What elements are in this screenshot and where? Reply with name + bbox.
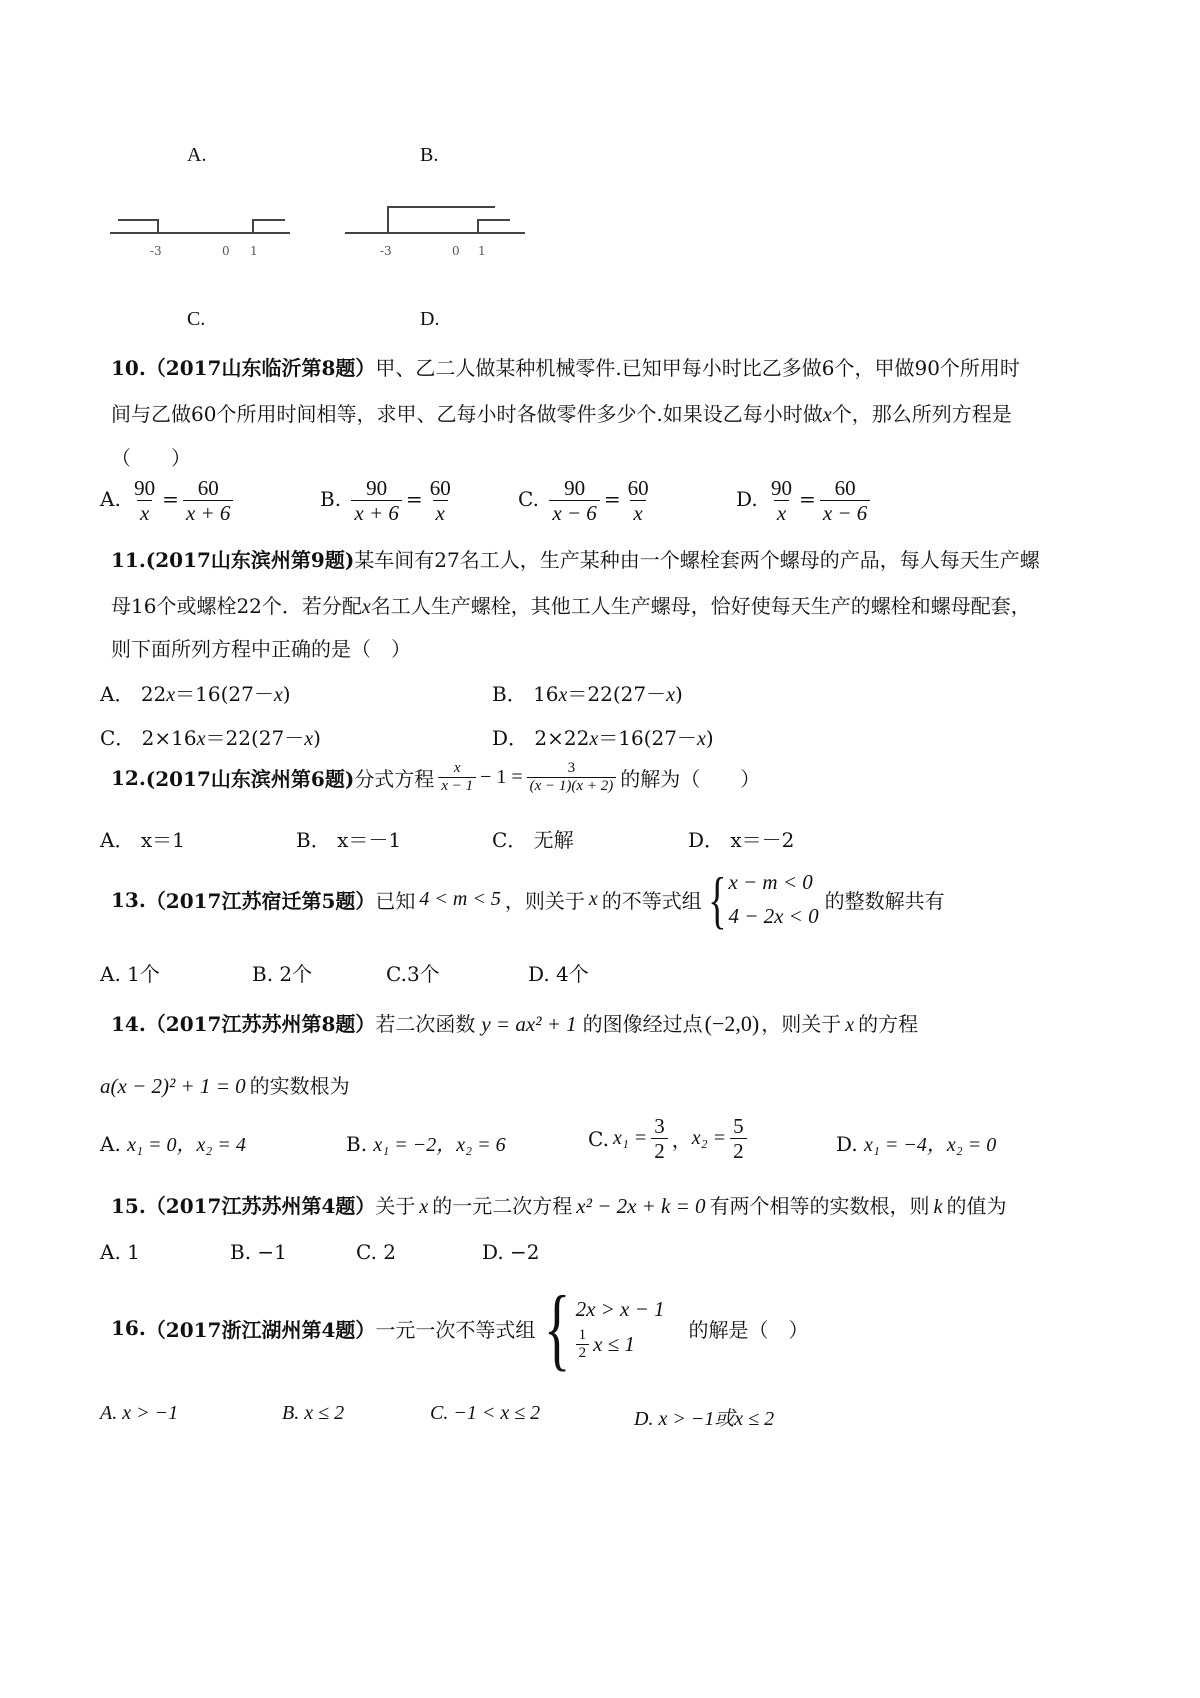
option-c-label: C. bbox=[187, 308, 206, 330]
denominator: 2 bbox=[651, 1138, 668, 1163]
option-text: x＝1 bbox=[140, 828, 185, 852]
q10-option-d[interactable]: D. $\frac{90}{x}$ = $\frac{60}{x - 6}$ bbox=[736, 476, 874, 525]
q10-text: 个，那么所列方程是 bbox=[831, 402, 1012, 426]
denominator: x − 6 bbox=[820, 500, 871, 525]
q11-line1 bbox=[111, 544, 1040, 573]
option-text: 无解 bbox=[533, 828, 574, 852]
option-text: 22 bbox=[140, 682, 167, 706]
q12-option-b[interactable] bbox=[296, 824, 401, 853]
option-a-label: A. bbox=[187, 144, 207, 166]
q15-option-d[interactable]: D. −2 bbox=[482, 1240, 540, 1264]
denominator: x − 1 bbox=[438, 777, 476, 795]
q11-line3: 则下面所列方程中正确的是（ ） bbox=[111, 637, 411, 661]
option-label: D． bbox=[688, 828, 725, 852]
tick-label: -3 bbox=[380, 244, 392, 258]
option-text: ) bbox=[675, 682, 683, 706]
q12-text: 分式方程 bbox=[354, 767, 435, 792]
q11-number: 11. bbox=[111, 548, 146, 572]
q11-option-c[interactable] bbox=[100, 722, 321, 751]
numerator: 3 bbox=[654, 1114, 665, 1138]
option-text: ＝22(27－ bbox=[567, 682, 667, 706]
q13-option-c[interactable]: C.3个 bbox=[386, 962, 440, 986]
q16-number: 16. bbox=[111, 1316, 146, 1340]
q15-number: 15. bbox=[111, 1194, 146, 1218]
q15-option-c[interactable]: C. 2 bbox=[356, 1240, 397, 1264]
q16-text: 的解是（ ） bbox=[688, 1317, 809, 1342]
q15-text: 有两个相等的实数根，则 bbox=[709, 1194, 930, 1218]
q10-text: 甲、乙二人做某种机械零件.已知甲每小时比乙多做6个，甲做90个所用时 bbox=[375, 356, 1020, 380]
q10-source: （2017山东临沂第8题） bbox=[145, 356, 376, 380]
q12-option-d[interactable] bbox=[688, 824, 794, 853]
numerator: 60 bbox=[627, 476, 649, 500]
option-text: ＝16(27－ bbox=[598, 726, 697, 750]
q13-option-d[interactable]: D. 4个 bbox=[528, 962, 589, 986]
q16-option-c[interactable]: C. −1 < x ≤ 2 bbox=[430, 1402, 541, 1424]
numerator: 3 bbox=[567, 760, 576, 776]
q13-text: 的整数解共有 bbox=[824, 889, 945, 914]
q14-point: (−2,0) bbox=[704, 1011, 760, 1036]
q16-text: 一元一次不等式组 bbox=[375, 1317, 536, 1342]
q14-var: x bbox=[845, 1014, 855, 1036]
system-row bbox=[576, 1327, 665, 1363]
option-var: x bbox=[304, 728, 314, 750]
option-label: A． bbox=[100, 682, 135, 706]
q10-text: 间与乙做60个所用时间相等，求甲、乙每小时各做零件多少个.如果设乙每小时做 bbox=[111, 402, 823, 426]
option-label: D. bbox=[736, 487, 758, 512]
q10-line2 bbox=[111, 398, 1012, 427]
q12-equals: − 1 = bbox=[480, 766, 523, 789]
system-row: x − m < 0 bbox=[728, 870, 813, 894]
option-label: B. bbox=[346, 1132, 368, 1156]
q11-option-d[interactable] bbox=[492, 722, 714, 751]
numerator: 90 bbox=[366, 476, 388, 500]
option-d-label: D. bbox=[420, 308, 440, 330]
option-var: x bbox=[196, 728, 206, 750]
option-text: 2×22 bbox=[534, 726, 590, 750]
q16-option-a[interactable]: A. x > −1 bbox=[100, 1402, 179, 1424]
option-text: x₁ = 0，x₂ = 4 bbox=[127, 1134, 246, 1156]
q13-var: x bbox=[588, 888, 598, 911]
tick-label: 0 bbox=[452, 244, 460, 258]
q15-k: k bbox=[933, 1196, 943, 1218]
denominator: x + 6 bbox=[351, 500, 402, 525]
option-label: C. bbox=[588, 1126, 609, 1151]
denominator: 2 bbox=[730, 1138, 747, 1163]
q11-text: 母16个或螺栓22个．若分配 bbox=[111, 594, 362, 618]
tick-label: -3 bbox=[150, 244, 162, 258]
option-label: B. bbox=[320, 487, 342, 512]
q15-option-b[interactable]: B. −1 bbox=[230, 1240, 287, 1264]
option-text: x＝－1 bbox=[337, 828, 402, 852]
q15-var: x bbox=[419, 1196, 429, 1218]
option-label: C． bbox=[100, 726, 136, 750]
numerator: x bbox=[453, 760, 461, 776]
q14-equation: a(x − 2)² + 1 = 0 bbox=[100, 1074, 246, 1098]
q16-option-b[interactable]: B. x ≤ 2 bbox=[282, 1402, 345, 1424]
q11-option-b[interactable] bbox=[492, 678, 683, 707]
q10-paren: （ ） bbox=[111, 446, 191, 470]
system-row: 4 − 2x < 0 bbox=[728, 903, 819, 928]
q13-line bbox=[111, 863, 945, 935]
denominator: x − 6 bbox=[549, 500, 600, 525]
q14-option-c[interactable]: C. x₁ = $\frac{3}{2}$ ， x₂ = $\frac{5}{2}$ bbox=[588, 1114, 751, 1163]
q14-line1 bbox=[111, 1008, 918, 1037]
option-label: C． bbox=[492, 828, 528, 852]
option-var: x bbox=[273, 684, 283, 706]
q11-option-a[interactable] bbox=[100, 678, 291, 707]
q14-text: 的方程 bbox=[858, 1012, 919, 1036]
q10-option-c[interactable]: C. $\frac{90}{x - 6}$ = $\frac{60}{x}$ bbox=[518, 476, 656, 525]
q14-option-d[interactable] bbox=[836, 1128, 996, 1157]
numerator: 60 bbox=[834, 476, 856, 500]
q14-source: （2017江苏苏州第8题） bbox=[145, 1012, 376, 1036]
q13-number: 13. bbox=[111, 887, 146, 912]
denominator: x + 6 bbox=[183, 500, 234, 525]
q13-text: 已知 bbox=[375, 889, 416, 914]
q14-line2 bbox=[100, 1070, 350, 1099]
q16-line bbox=[111, 1277, 809, 1379]
q13-condition: 4 < m < 5 bbox=[419, 888, 501, 911]
q11-line2 bbox=[111, 590, 1031, 619]
option-text: 2×16 bbox=[141, 726, 197, 750]
option-label: D. bbox=[836, 1132, 858, 1156]
option-text: ＝22(27－ bbox=[205, 726, 305, 750]
denominator: (x − 1)(x + 2) bbox=[527, 777, 617, 795]
option-label: B． bbox=[296, 828, 331, 852]
q10-option-a[interactable]: A. $\frac{90}{x}$ = $\frac{60}{x + 6}$ bbox=[100, 476, 237, 525]
q14-text: 的实数根为 bbox=[249, 1074, 350, 1098]
q16-system: { 2x > x − 1 $\frac{1}{2}$ x ≤ 1 bbox=[544, 1277, 665, 1379]
option-text: x₁ = −2，x₂ = 6 bbox=[373, 1134, 506, 1156]
q14-function: y = ax² + 1 bbox=[481, 1012, 577, 1036]
option-b-label: B. bbox=[420, 144, 439, 166]
denominator: x bbox=[137, 500, 152, 525]
option-label: B． bbox=[492, 682, 527, 706]
option-label: A. bbox=[100, 1132, 121, 1156]
option-var: x bbox=[696, 728, 706, 750]
q15-text: 的一元二次方程 bbox=[432, 1194, 573, 1218]
option-var: x bbox=[589, 728, 599, 750]
q13-option-a[interactable]: A. 1个 bbox=[100, 962, 160, 986]
q12-option-c[interactable] bbox=[492, 824, 574, 853]
numerator: 60 bbox=[197, 476, 219, 500]
denominator: x bbox=[774, 500, 789, 525]
q13-option-b[interactable]: B. 2个 bbox=[252, 962, 313, 986]
numerator: 90 bbox=[564, 476, 586, 500]
q16-source: （2017浙江湖州第4题） bbox=[145, 1317, 376, 1342]
q15-text: 关于 bbox=[375, 1194, 416, 1218]
option-text: ) bbox=[313, 726, 321, 750]
option-text: ) bbox=[282, 682, 291, 706]
q12-text: 的解为（ ） bbox=[620, 767, 761, 792]
q13-source: （2017江苏宿迁第5题） bbox=[145, 889, 376, 914]
q14-text: ，则关于 bbox=[761, 1012, 842, 1036]
number-line-c bbox=[100, 185, 300, 280]
q13-text: ，则关于 bbox=[504, 889, 585, 914]
option-text: ) bbox=[705, 726, 714, 750]
tick-label: 1 bbox=[478, 244, 486, 258]
q11-var: x bbox=[361, 596, 371, 618]
option-text: x＝－2 bbox=[730, 828, 795, 852]
q12-option-a[interactable] bbox=[100, 824, 185, 853]
option-text: 16 bbox=[533, 682, 559, 706]
tick-label: 1 bbox=[250, 244, 258, 258]
option-label: A． bbox=[100, 828, 135, 852]
numerator: 1 bbox=[578, 1327, 587, 1344]
q13-text: 的不等式组 bbox=[601, 889, 702, 914]
q12-source: (2017山东滨州第6题) bbox=[145, 767, 355, 792]
numerator: 90 bbox=[771, 476, 793, 500]
q10-number: 10. bbox=[111, 356, 146, 380]
q11-source: (2017山东滨州第9题) bbox=[145, 548, 355, 572]
q10-var: x bbox=[822, 404, 832, 426]
numerator: 5 bbox=[733, 1114, 744, 1138]
q12-number: 12. bbox=[111, 765, 146, 790]
option-text: x₁ = −4，x₂ = 0 bbox=[864, 1134, 997, 1156]
option-label: D． bbox=[492, 726, 529, 750]
denominator: x bbox=[630, 500, 645, 525]
q15-line bbox=[111, 1190, 1006, 1219]
tick-label: 0 bbox=[222, 244, 230, 258]
q11-text: 名工人生产螺栓，其他工人生产螺母，恰好使每天生产的螺栓和螺母配套， bbox=[370, 594, 1031, 618]
denominator: 2 bbox=[576, 1344, 590, 1362]
q14-text: 若二次函数 bbox=[375, 1012, 476, 1036]
q12-line bbox=[111, 760, 760, 796]
q14-number: 14. bbox=[111, 1012, 146, 1036]
q10-line1 bbox=[111, 352, 1020, 381]
q14-option-b[interactable] bbox=[346, 1128, 506, 1157]
option-var: x bbox=[166, 684, 176, 706]
q13-system: { x − m < 0 4 − 2x < 0 bbox=[707, 863, 819, 935]
option-label: A. bbox=[100, 487, 121, 512]
option-var: x bbox=[558, 684, 568, 706]
option-label: C. bbox=[518, 487, 539, 512]
q15-source: （2017江苏苏州第4题） bbox=[145, 1194, 376, 1218]
number-line-d bbox=[340, 185, 540, 280]
denominator: x bbox=[433, 500, 448, 525]
option-text: ＝16(27－ bbox=[175, 682, 274, 706]
system-row: 2x > x − 1 bbox=[575, 1297, 665, 1322]
q14-option-a[interactable] bbox=[100, 1128, 246, 1157]
q15-option-a[interactable]: A. 1 bbox=[100, 1240, 140, 1264]
q10-option-b[interactable]: B. $\frac{90}{x + 6}$ = $\frac{60}{x}$ bbox=[320, 476, 458, 525]
q16-option-d[interactable]: D. x > −1或x ≤ 2 bbox=[634, 1408, 775, 1430]
numerator: 60 bbox=[429, 476, 451, 500]
numerator: 90 bbox=[134, 476, 156, 500]
q15-text: 的值为 bbox=[946, 1194, 1007, 1218]
q14-text: 的图像经过点 bbox=[582, 1012, 703, 1036]
system-row-rest: x ≤ 1 bbox=[593, 1332, 635, 1356]
option-var: x bbox=[666, 684, 675, 706]
q15-equation: x² − 2x + k = 0 bbox=[576, 1194, 706, 1218]
q11-text: 某车间有27名工人，生产某种由一个螺栓套两个螺母的产品，每人每天生产螺 bbox=[354, 548, 1040, 572]
